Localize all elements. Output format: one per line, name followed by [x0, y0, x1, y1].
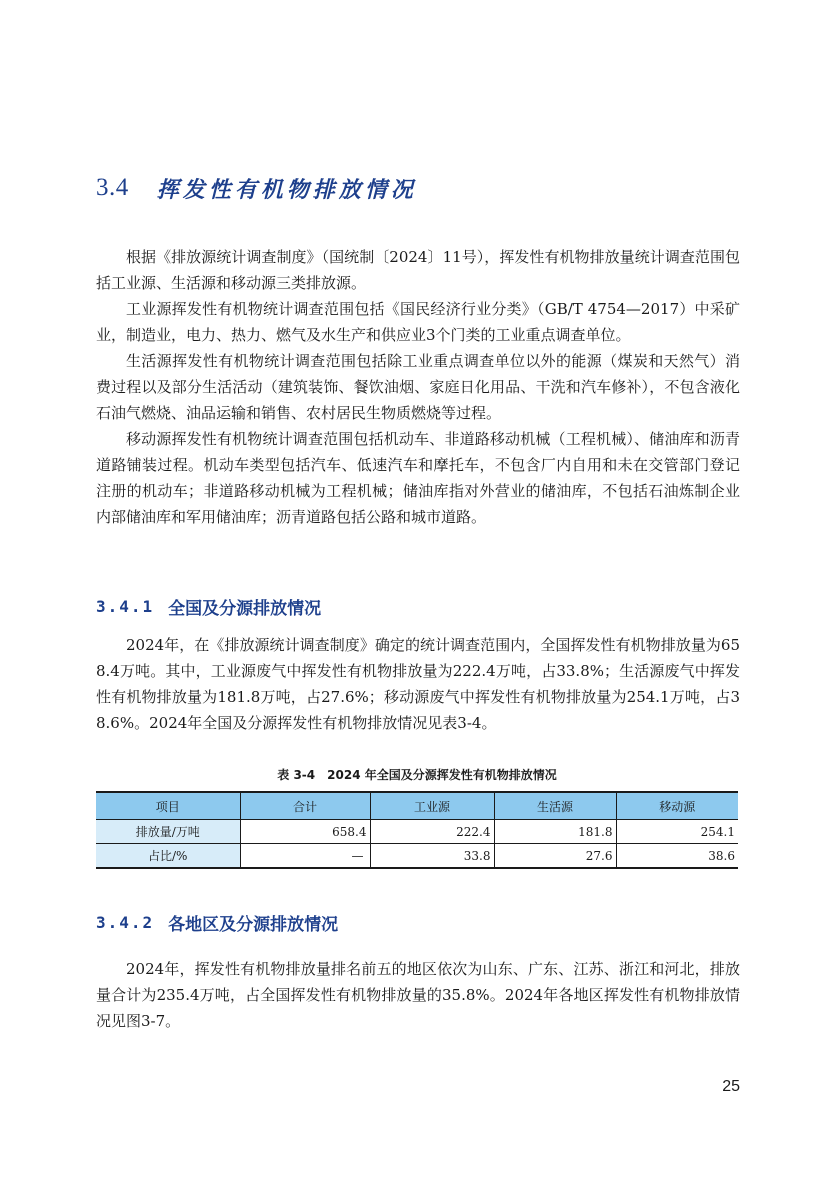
section-heading — [96, 168, 417, 208]
table-cell: 27.6 — [494, 844, 616, 869]
intro-paragraph-1: 根据《排放源统计调查制度》（国统制〔2024〕11号），挥发性有机物排放量统计调查范围包括工业源、生活源和移动源三类排放源。 — [96, 248, 740, 292]
table-row — [96, 844, 738, 869]
intro-paragraph-2: 工业源挥发性有机物统计调查范围包括《国民经济行业分类》（GB/T 4754—2017）中采矿业，制造业，电力、热力、燃气及水生产和供应业3个门类的工业重点调查单位。 — [96, 300, 740, 344]
section-title: 挥发性有机物排放情况 — [156, 177, 417, 203]
row-label: 占比/% — [96, 844, 240, 869]
subsection-text-1 — [96, 632, 740, 736]
table-caption: 表 3-4 2024 年全国及分源挥发性有机物排放情况 — [277, 768, 557, 782]
subsection-number-1: 3.4.1 — [96, 596, 155, 616]
table-cell: 181.8 — [494, 820, 616, 844]
page-number: 25 — [722, 1078, 740, 1095]
header-industrial: 工业源 — [370, 792, 494, 820]
table-header-row — [96, 792, 738, 820]
subsection-title-2: 各地区及分源排放情况 — [168, 914, 339, 935]
header-mobile: 移动源 — [616, 792, 738, 820]
emission-table — [96, 791, 738, 869]
table-row — [96, 820, 738, 844]
table-cell: 222.4 — [370, 820, 494, 844]
subsection-heading-2 — [96, 908, 338, 936]
intro-paragraph-4: 移动源挥发性有机物统计调查范围包括机动车、非道路移动机械（工程机械）、储油库和沥青道路铺装过程。机动车类型包括汽车、低速汽车和摩托车，不包含厂内自用和未在交管部门登记注册的机动车；非道路移动机械为工程机械；储油库指对外营业的储油库，不包括石油炼制企业内部储油库和军用储油库；沥青道路包括公路和城市道路。 — [96, 430, 740, 526]
intro-text — [96, 244, 740, 530]
subsection-number-2: 3.4.2 — [96, 912, 155, 932]
header-domestic: 生活源 — [494, 792, 616, 820]
table-cell: — — [240, 844, 370, 869]
subsection-text-2 — [96, 956, 740, 1034]
table-cell: 658.4 — [240, 820, 370, 844]
subsection-title-1: 全国及分源排放情况 — [168, 598, 322, 619]
intro-paragraph-3: 生活源挥发性有机物统计调查范围包括除工业重点调查单位以外的能源（煤炭和天然气）消费过程以及部分生活活动（建筑装饰、餐饮油烟、家庭日化用品、干洗和汽车修补），不包含液化石油气燃烧、油品运输和销售、农村居民生物质燃烧等过程。 — [96, 352, 740, 422]
subsection-heading-1 — [96, 592, 321, 620]
row-label: 排放量/万吨 — [96, 820, 240, 844]
table-cell: 33.8 — [370, 844, 494, 869]
table-cell: 254.1 — [616, 820, 738, 844]
subsection-paragraph-2: 2024年，挥发性有机物排放量排名前五的地区依次为山东、广东、江苏、浙江和河北，排放量合计为235.4万吨，占全国挥发性有机物排放量的35.8%。2024年各地区挥发性有机物排放情况见图3-7。 — [96, 960, 740, 1030]
table-cell: 38.6 — [616, 844, 738, 869]
subsection-paragraph-1: 2024年，在《排放源统计调查制度》确定的统计调查范围内，全国挥发性有机物排放量为658.4万吨。其中，工业源废气中挥发性有机物排放量为222.4万吨，占33.8%；生活源废气中挥发性有机物排放量为181.8万吨，占27.6%；移动源废气中挥发性有机物排放量为254.1万吨，占38.6%。2024年全国及分源挥发性有机物排放情况见表3-4。 — [96, 636, 740, 732]
header-item: 项目 — [96, 792, 240, 820]
header-total: 合计 — [240, 792, 370, 820]
section-number: 3.4 — [96, 174, 129, 201]
